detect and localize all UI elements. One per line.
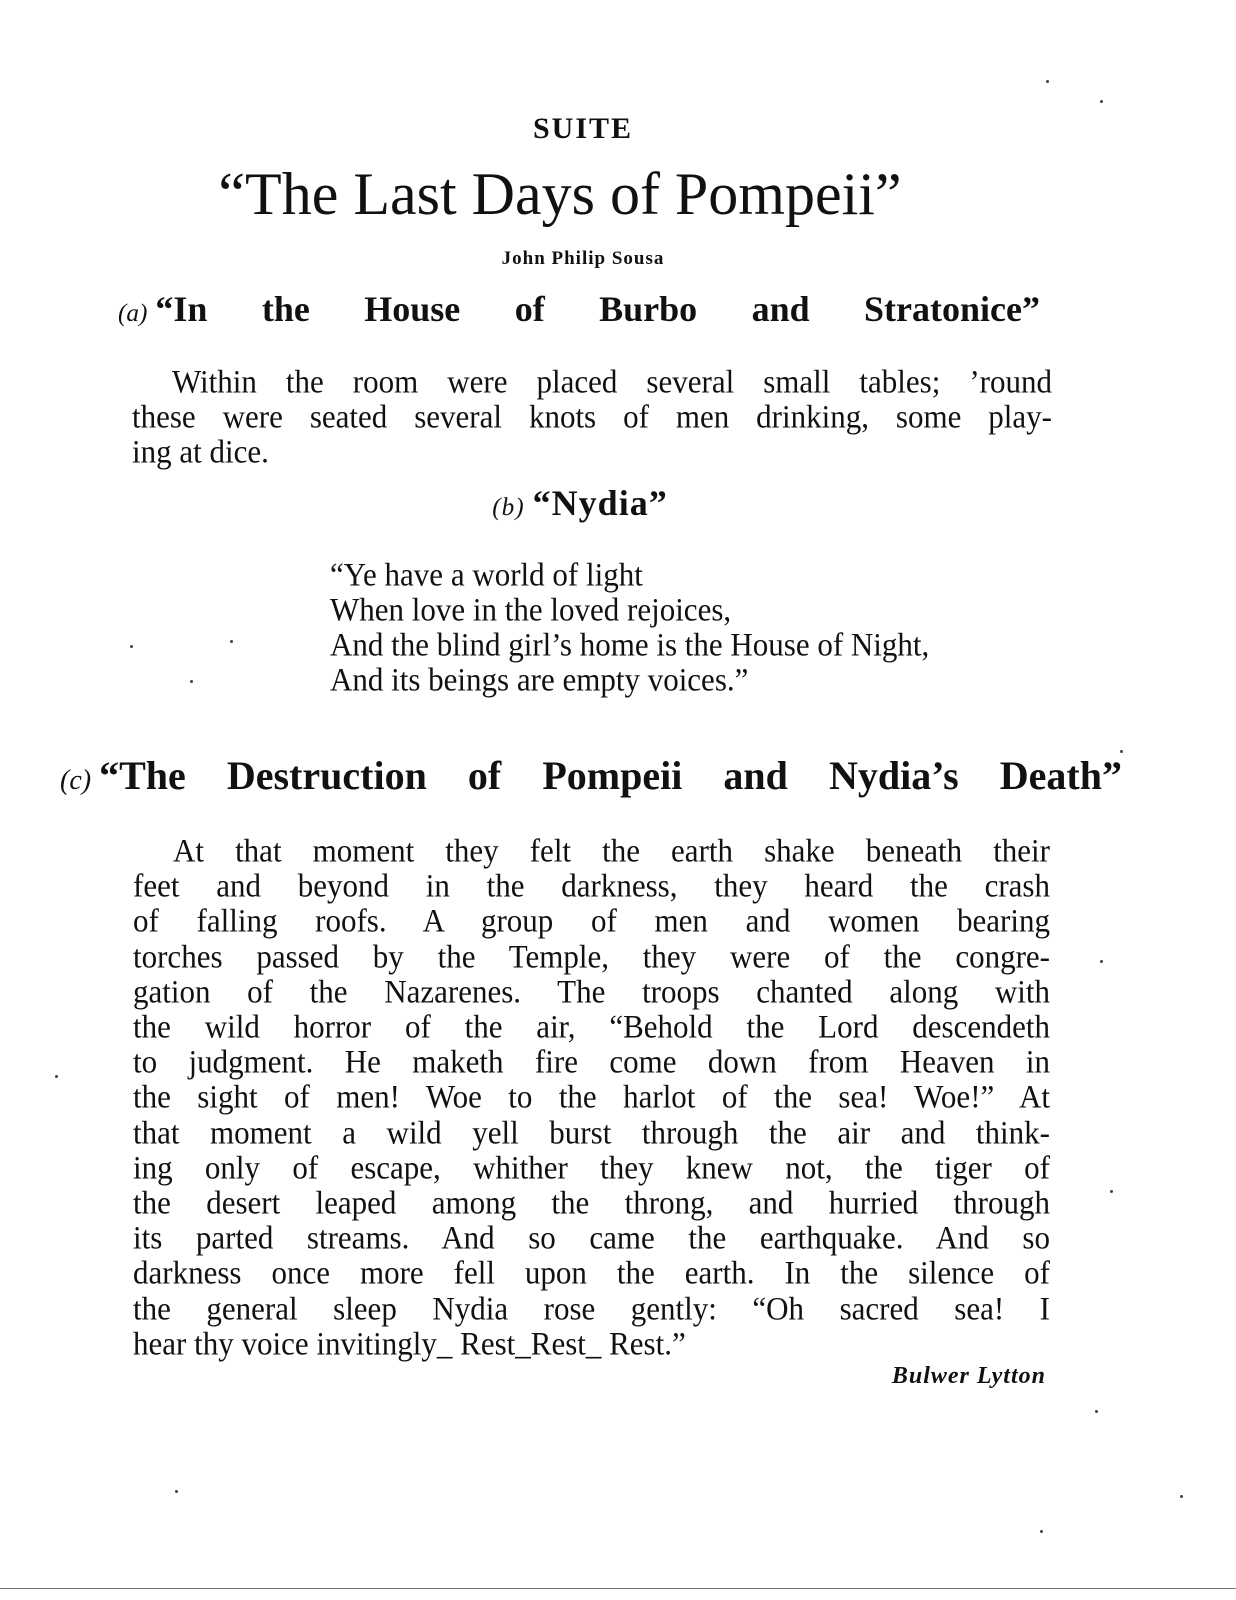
section-b-line: And its beings are empty voices.” bbox=[330, 661, 749, 698]
speck bbox=[1046, 80, 1049, 83]
section-c-line: the desert leaped among the throng, and hurried through bbox=[133, 1184, 1050, 1221]
page-title: “The Last Days of Pompeii” bbox=[218, 161, 902, 227]
section-c-title: “The Destruction of Pompeii and Nydia’s Death” bbox=[99, 753, 1122, 798]
section-c-line: torches passed by the Temple, they were of the congre- bbox=[133, 937, 1050, 975]
section-c-line: feet and beyond in the darkness, they heard the crash bbox=[133, 867, 1050, 905]
speck bbox=[190, 680, 193, 683]
section-c-line: darkness once more fell upon the earth. In the silence of bbox=[133, 1254, 1050, 1292]
section-b-marker: (b) bbox=[492, 494, 525, 521]
section-b-line: “Ye have a world of light bbox=[330, 556, 643, 593]
speck bbox=[1095, 1410, 1098, 1413]
section-a-marker: (a) bbox=[118, 300, 148, 327]
section-a-title: “In the House of Burbo and Stratonice” bbox=[155, 289, 1040, 329]
section-c-line: its parted streams. And so came the earthquake. And so bbox=[133, 1219, 1050, 1257]
speck bbox=[230, 640, 233, 643]
section-c-line: the general sleep Nydia rose gently: “Oh sacred sea! I bbox=[133, 1289, 1050, 1327]
suite-label: SUITE bbox=[532, 112, 634, 145]
section-c-line: to judgment. He maketh fire come down from Heaven in bbox=[133, 1043, 1050, 1081]
speck bbox=[1100, 960, 1103, 963]
speck bbox=[130, 645, 133, 648]
speck bbox=[1040, 1530, 1043, 1533]
section-c-line: the sight of men! Woe to the harlot of the sea! Woe!” At bbox=[133, 1078, 1050, 1116]
section-b-heading bbox=[0, 482, 1160, 524]
section-c-line: that moment a wild yell burst through the air and think- bbox=[133, 1113, 1050, 1151]
section-c-line: At that moment they felt the earth shake beneath their bbox=[173, 832, 1050, 869]
section-a-line: Within the room were placed several small tables; ’round bbox=[172, 363, 1052, 400]
scan-edge-line bbox=[0, 1588, 1236, 1589]
section-b-line: And the blind girl’s home is the House of Night, bbox=[330, 626, 930, 663]
speck bbox=[175, 1490, 178, 1493]
section-c-line: hear thy voice invitingly_ Rest_Rest_ Rest.” bbox=[133, 1324, 686, 1362]
speck bbox=[1180, 1495, 1183, 1498]
speck bbox=[1120, 750, 1123, 753]
speck bbox=[55, 1075, 58, 1078]
composer-name: John Philip Sousa bbox=[501, 248, 665, 269]
section-c-line: gation of the Nazarenes. The troops chanted along with bbox=[133, 972, 1050, 1010]
section-a-heading bbox=[118, 288, 1040, 330]
section-c-line: the wild horror of the air, “Behold the Lord descendeth bbox=[133, 1008, 1050, 1045]
speck bbox=[1110, 1190, 1113, 1193]
section-a-line: these were seated several knots of men drinking, some play- bbox=[132, 398, 1052, 435]
attribution: Bulwer Lytton bbox=[891, 1363, 1046, 1389]
section-c-line: ing only of escape, whither they knew not, the tiger of bbox=[133, 1148, 1050, 1186]
section-c-marker: (c) bbox=[60, 765, 92, 796]
section-b-line: When love in the loved rejoices, bbox=[330, 591, 732, 628]
section-b-title: “Nydia” bbox=[532, 483, 668, 523]
section-a-line: ing at dice. bbox=[132, 433, 269, 470]
speck bbox=[1100, 100, 1103, 103]
section-c-line: of falling roofs. A group of men and women bearing bbox=[133, 902, 1050, 940]
section-c-heading bbox=[60, 752, 1122, 799]
